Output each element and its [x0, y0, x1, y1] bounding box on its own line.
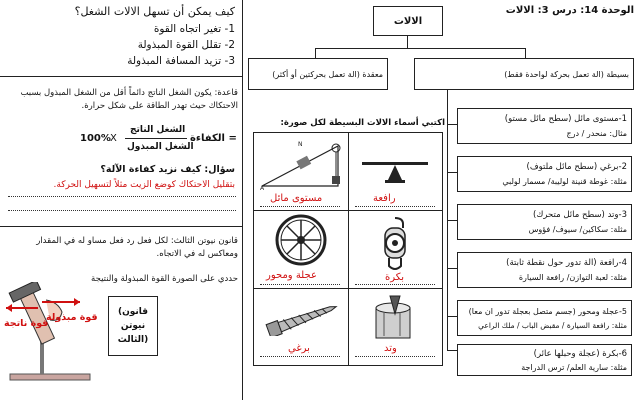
efficiency-denominator: الشغل المبذول — [127, 142, 194, 152]
connector — [407, 36, 408, 48]
answer-line — [260, 284, 340, 285]
question-1: كيف يمكن أن تسهل الالات الشغل؟ — [74, 5, 235, 18]
task-instruction: حددي على الصورة القوة المبذولة والنتيجة — [91, 274, 238, 284]
compound-machine-box — [248, 58, 388, 90]
item-title: 6-بكرة (عجلة وحبلها عائر) — [533, 349, 627, 359]
q1-item: 1- تغير اتجاه القوة — [153, 23, 235, 35]
label-screw: برغي — [288, 343, 310, 354]
grid-divider — [253, 210, 443, 211]
connector — [447, 172, 457, 173]
screw-image — [262, 300, 342, 336]
simple-machine-item — [457, 252, 632, 288]
section-divider — [0, 226, 242, 227]
inclined-plane-image — [258, 136, 343, 192]
pulley-image — [375, 216, 415, 272]
compound-machine-label: معقدة (الة تعمل بحركتين أو أكثر) — [272, 70, 383, 79]
connector — [447, 268, 457, 269]
newton-law-box — [108, 296, 158, 356]
tree-root-label: الالات — [393, 16, 423, 27]
item-example: مثلة: سكاكين/ سيوف/ فؤوس — [528, 225, 627, 234]
answer-line — [260, 206, 340, 207]
efficiency-numerator: الشغل الناتج — [130, 125, 186, 135]
connector — [447, 220, 457, 221]
item-title: 5-عجلة ومحور (جسم متصل بعجلة تدور ان معا) — [468, 307, 627, 316]
answer-line — [8, 210, 236, 211]
label-inclined-plane: مستوى مائل — [270, 193, 323, 204]
connector — [315, 48, 525, 49]
simple-machine-item — [457, 204, 632, 240]
label-lever: رافعة — [373, 193, 396, 204]
item-example: مثلة: لعبة التوازن/ رافعة السيارة — [518, 273, 627, 282]
connector — [447, 316, 457, 317]
label-pulley: بكرة — [385, 272, 405, 283]
item-example: مثلة: رافعة السيارة / مقبض الباب / ملك الراعي — [478, 321, 627, 330]
connector — [525, 48, 526, 58]
simple-machine-item — [457, 156, 632, 192]
q2-answer: بتقليل الاحتكاك كوضع الزيت مثلاً لتسهيل الحركة. — [53, 180, 235, 190]
multiply-sign: X — [110, 133, 117, 144]
rule-text: قاعدة: يكون الشغل الناتج دائماً أقل من الشغل المبذول بسبب — [20, 88, 238, 98]
force-applied-label: قوة مبذولة — [46, 312, 98, 323]
efficiency-label: الكفاءة = — [190, 133, 237, 144]
question-2: سؤال: كيف نزيد كفاءة الآلة؟ — [100, 164, 235, 175]
images-instruction: اكتبي أسماء الالات البسيطة لكل صورة: — [280, 118, 445, 128]
label-wheel-axle: عجلة ومحور — [266, 270, 317, 281]
wheel-axle-image — [275, 214, 327, 266]
grid-divider — [348, 132, 349, 366]
wedge-image — [370, 294, 420, 342]
connector — [315, 48, 316, 58]
svg-text:N: N — [298, 141, 303, 148]
newton-law: قانون نيوتن الثالث: لكل فعل رد فعل مساو له في المقدار — [36, 236, 238, 246]
connector — [447, 124, 457, 125]
item-example: مثلة: غوطة قنينة لوليبة/ مسمار لولبي — [502, 177, 627, 186]
label-wedge: وتد — [384, 343, 397, 354]
answer-line — [355, 284, 435, 285]
page-divider — [242, 0, 243, 400]
item-title: 1-مستوى مائل (سطح مائل مستو) — [504, 114, 627, 124]
newton-law: ومعاكس له في الاتجاه. — [156, 249, 238, 259]
item-example: مثلة: سارية العلم/ ترس الدراجة — [521, 363, 627, 372]
answer-line — [355, 206, 435, 207]
simple-machine-item — [457, 108, 632, 144]
item-example: مثال: منحدر / درج — [566, 129, 627, 138]
fraction-bar — [125, 138, 187, 139]
svg-text:A: A — [260, 185, 265, 192]
answer-line — [8, 196, 236, 197]
page-title: الوحدة 14: درس 3: الالات — [505, 5, 634, 16]
item-title: 2-برغي (سطح مائل ملتوف) — [526, 162, 627, 172]
answer-line — [260, 356, 340, 357]
simple-machine-item — [457, 344, 632, 376]
connector — [447, 350, 457, 351]
hammer-image — [2, 282, 92, 382]
item-title: 4-رافعة (الة تدور حول نقطة ثابتة) — [506, 258, 627, 268]
tree-root — [373, 6, 443, 36]
simple-machine-item — [457, 300, 632, 336]
force-result-label: قوة ناتجة — [4, 318, 49, 329]
answer-line — [355, 356, 435, 357]
lever-image — [360, 142, 430, 190]
newton-box-label: (قانون نيوتن الثالث) — [117, 307, 149, 345]
grid-divider — [253, 288, 443, 289]
section-divider — [0, 76, 242, 77]
q1-item: 3- تزيد المسافة المبذولة — [127, 55, 235, 67]
simple-machine-label: بسيطة (الة تعمل بحركة لواحدة فقط) — [504, 70, 629, 79]
rule-text: الاحتكاك حيث تهدر الطاقة على شكل حرارة. — [81, 101, 238, 111]
item-title: 3-وتد (سطح مائل متحرك) — [533, 210, 627, 220]
q1-item: 2- تقلل القوة المبذولة — [137, 39, 235, 51]
efficiency-percent: 100% — [80, 133, 111, 144]
simple-machine-box — [414, 58, 634, 90]
